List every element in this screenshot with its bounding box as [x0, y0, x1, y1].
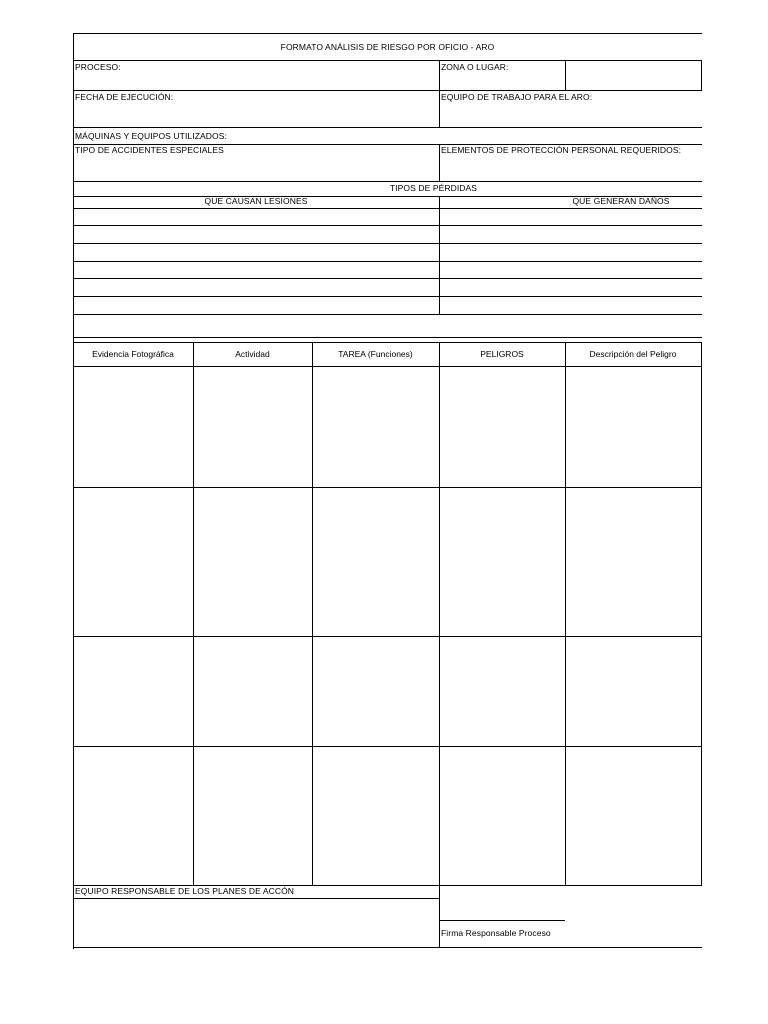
table-row — [73, 487, 702, 488]
rule — [439, 144, 440, 181]
rule — [73, 898, 439, 899]
rule — [73, 947, 702, 948]
rule — [73, 90, 702, 91]
perdidas-title: TIPOS DE PÉRDIDAS — [389, 183, 478, 193]
col-header-peligros: PELIGROS — [480, 349, 524, 359]
left-border — [73, 33, 74, 949]
zona-input[interactable] — [565, 60, 702, 91]
zona-label: ZONA O LUGAR: — [441, 62, 509, 72]
col-header-evidencia: Evidencia Fotográfica — [92, 349, 174, 359]
rule — [701, 342, 702, 886]
lesiones-label: QUE CAUSAN LESIONES — [204, 196, 308, 206]
col-header-tarea: TAREA (Funciones) — [338, 349, 413, 359]
rule — [73, 342, 702, 343]
table-row — [73, 746, 702, 747]
rule — [73, 127, 702, 128]
firma-label: Firma Responsable Proceso — [441, 928, 551, 938]
rule — [73, 225, 702, 226]
table-row — [73, 636, 702, 637]
accidentes-label: TIPO DE ACCIDENTES ESPECIALES — [75, 145, 224, 155]
rule — [73, 278, 702, 279]
col-header-descripcion: Descripción del Peligro — [589, 349, 677, 359]
rule — [73, 296, 702, 297]
danos-label: QUE GENERAN DAÑOS — [572, 196, 670, 206]
rule — [439, 60, 440, 127]
rule — [73, 243, 702, 244]
col-header-actividad: Actividad — [235, 349, 270, 359]
epp-label: ELEMENTOS DE PROTECCIÓN PERSONAL REQUERIDOS: — [441, 145, 682, 155]
signature-line — [440, 920, 565, 921]
fecha-label: FECHA DE EJECUCIÓN: — [75, 92, 174, 102]
rule — [439, 342, 440, 886]
equipo-label: EQUIPO DE TRABAJO PARA EL ARO: — [441, 92, 593, 102]
rule — [73, 208, 702, 209]
rule — [73, 261, 702, 262]
rule — [312, 342, 313, 886]
rule — [565, 342, 566, 886]
rule — [73, 366, 702, 367]
maquinas-label: MÁQUINAS Y EQUIPOS UTILIZADOS: — [75, 131, 227, 141]
responsable-label: EQUIPO RESPONSABLE DE LOS PLANES DE ACCÓN — [75, 886, 295, 896]
rule — [73, 314, 702, 315]
rule — [73, 337, 702, 338]
rule — [193, 342, 194, 886]
rule — [439, 885, 440, 948]
rule — [73, 181, 702, 182]
top-border — [73, 33, 702, 34]
form-title: FORMATO ANÁLISIS DE RIESGO POR OFICIO - ARO — [280, 42, 495, 52]
proceso-label: PROCESO: — [75, 62, 121, 72]
